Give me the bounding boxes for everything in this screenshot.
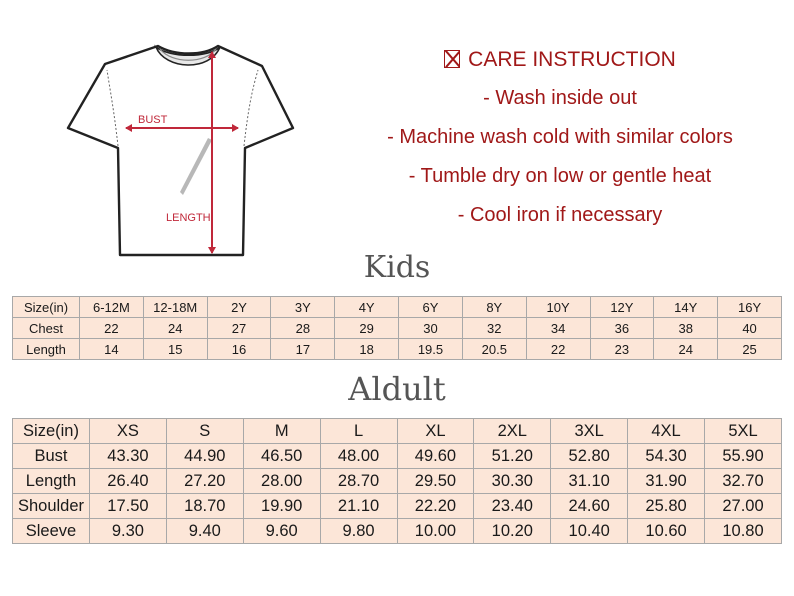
table-row xyxy=(13,419,782,444)
table-cell: 22.20 xyxy=(397,494,474,519)
table-cell: 25.80 xyxy=(628,494,705,519)
table-cell: 43.30 xyxy=(90,444,167,469)
table-row xyxy=(13,318,782,339)
table-cell: 10Y xyxy=(526,297,590,318)
table-cell: 32 xyxy=(462,318,526,339)
table-cell: 28.00 xyxy=(243,469,320,494)
table-cell: Length xyxy=(13,469,90,494)
table-cell: 19.5 xyxy=(399,339,463,360)
table-cell: 28 xyxy=(271,318,335,339)
table-cell: 22 xyxy=(80,318,144,339)
table-cell: 14 xyxy=(80,339,144,360)
table-cell: 49.60 xyxy=(397,444,474,469)
table-cell: 27.00 xyxy=(705,494,782,519)
table-cell: 29.50 xyxy=(397,469,474,494)
table-cell: 14Y xyxy=(654,297,718,318)
table-cell: 52.80 xyxy=(551,444,628,469)
kids-size-table xyxy=(12,296,782,360)
table-cell: 54.30 xyxy=(628,444,705,469)
table-cell: 40 xyxy=(718,318,782,339)
care-title-row xyxy=(330,40,790,79)
table-cell: 48.00 xyxy=(320,444,397,469)
care-line: - Machine wash cold with similar colors xyxy=(387,126,733,148)
table-cell: 15 xyxy=(143,339,207,360)
table-row xyxy=(13,339,782,360)
table-cell: 38 xyxy=(654,318,718,339)
table-cell: XS xyxy=(90,419,167,444)
table-cell: 4XL xyxy=(628,419,705,444)
table-cell: 32.70 xyxy=(705,469,782,494)
table-cell: Shoulder xyxy=(13,494,90,519)
table-cell: 24 xyxy=(654,339,718,360)
table-cell: S xyxy=(166,419,243,444)
bust-label: BUST xyxy=(138,114,168,126)
table-cell: 4Y xyxy=(335,297,399,318)
care-line: - Cool iron if necessary xyxy=(457,204,663,226)
table-row xyxy=(13,494,782,519)
table-cell: 18 xyxy=(335,339,399,360)
adult-heading: Aldult xyxy=(348,370,446,408)
table-cell: 23 xyxy=(590,339,654,360)
table-row xyxy=(13,297,782,318)
table-cell: Size(in) xyxy=(13,419,90,444)
table-cell: 3Y xyxy=(271,297,335,318)
table-cell: 9.30 xyxy=(90,519,167,544)
table-row xyxy=(13,469,782,494)
table-cell: M xyxy=(243,419,320,444)
table-cell: 2Y xyxy=(207,297,271,318)
care-instructions xyxy=(330,40,790,235)
table-cell: 12-18M xyxy=(143,297,207,318)
table-cell: 3XL xyxy=(551,419,628,444)
table-cell: 36 xyxy=(590,318,654,339)
care-line: - Tumble dry on low or gentle heat xyxy=(408,165,712,187)
table-cell: 10.00 xyxy=(397,519,474,544)
table-cell: 8Y xyxy=(462,297,526,318)
table-cell: 19.90 xyxy=(243,494,320,519)
table-cell: 26.40 xyxy=(90,469,167,494)
table-cell: Chest xyxy=(13,318,80,339)
care-title: CARE INSTRUCTION xyxy=(468,48,676,71)
table-cell: 10.60 xyxy=(628,519,705,544)
table-cell: 9.60 xyxy=(243,519,320,544)
table-cell: 17.50 xyxy=(90,494,167,519)
table-cell: 28.70 xyxy=(320,469,397,494)
table-cell: 16Y xyxy=(718,297,782,318)
tshirt-measurement-diagram xyxy=(60,38,300,260)
kids-heading: Kids xyxy=(363,250,431,285)
table-cell: 22 xyxy=(526,339,590,360)
table-cell: Bust xyxy=(13,444,90,469)
table-cell: 10.20 xyxy=(474,519,551,544)
table-cell: 23.40 xyxy=(474,494,551,519)
table-cell: L xyxy=(320,419,397,444)
table-cell: Size(in) xyxy=(13,297,80,318)
table-cell: 24 xyxy=(143,318,207,339)
table-cell: 29 xyxy=(335,318,399,339)
table-cell: 16 xyxy=(207,339,271,360)
table-cell: 27 xyxy=(207,318,271,339)
table-cell: 20.5 xyxy=(462,339,526,360)
table-row xyxy=(13,519,782,544)
table-cell: 34 xyxy=(526,318,590,339)
table-cell: 51.20 xyxy=(474,444,551,469)
table-row xyxy=(13,444,782,469)
table-cell: 27.20 xyxy=(166,469,243,494)
table-cell: Length xyxy=(13,339,80,360)
table-cell: 31.10 xyxy=(551,469,628,494)
table-cell: 6-12M xyxy=(80,297,144,318)
table-cell: 21.10 xyxy=(320,494,397,519)
table-cell: 6Y xyxy=(399,297,463,318)
table-cell: 2XL xyxy=(474,419,551,444)
table-cell: 10.40 xyxy=(551,519,628,544)
table-cell: 44.90 xyxy=(166,444,243,469)
table-cell: 25 xyxy=(718,339,782,360)
table-cell: 18.70 xyxy=(166,494,243,519)
table-cell: 5XL xyxy=(705,419,782,444)
table-cell: 30.30 xyxy=(474,469,551,494)
adult-size-table xyxy=(12,418,782,544)
table-cell: 24.60 xyxy=(551,494,628,519)
table-cell: 12Y xyxy=(590,297,654,318)
table-cell: XL xyxy=(397,419,474,444)
table-cell: 17 xyxy=(271,339,335,360)
table-cell: 55.90 xyxy=(705,444,782,469)
table-cell: 46.50 xyxy=(243,444,320,469)
care-line: - Wash inside out xyxy=(483,87,637,109)
table-cell: Sleeve xyxy=(13,519,90,544)
table-cell: 10.80 xyxy=(705,519,782,544)
table-cell: 31.90 xyxy=(628,469,705,494)
length-label: LENGTH xyxy=(166,212,211,224)
table-cell: 30 xyxy=(399,318,463,339)
table-cell: 9.40 xyxy=(166,519,243,544)
checkbox-x-icon xyxy=(444,50,460,68)
table-cell: 9.80 xyxy=(320,519,397,544)
